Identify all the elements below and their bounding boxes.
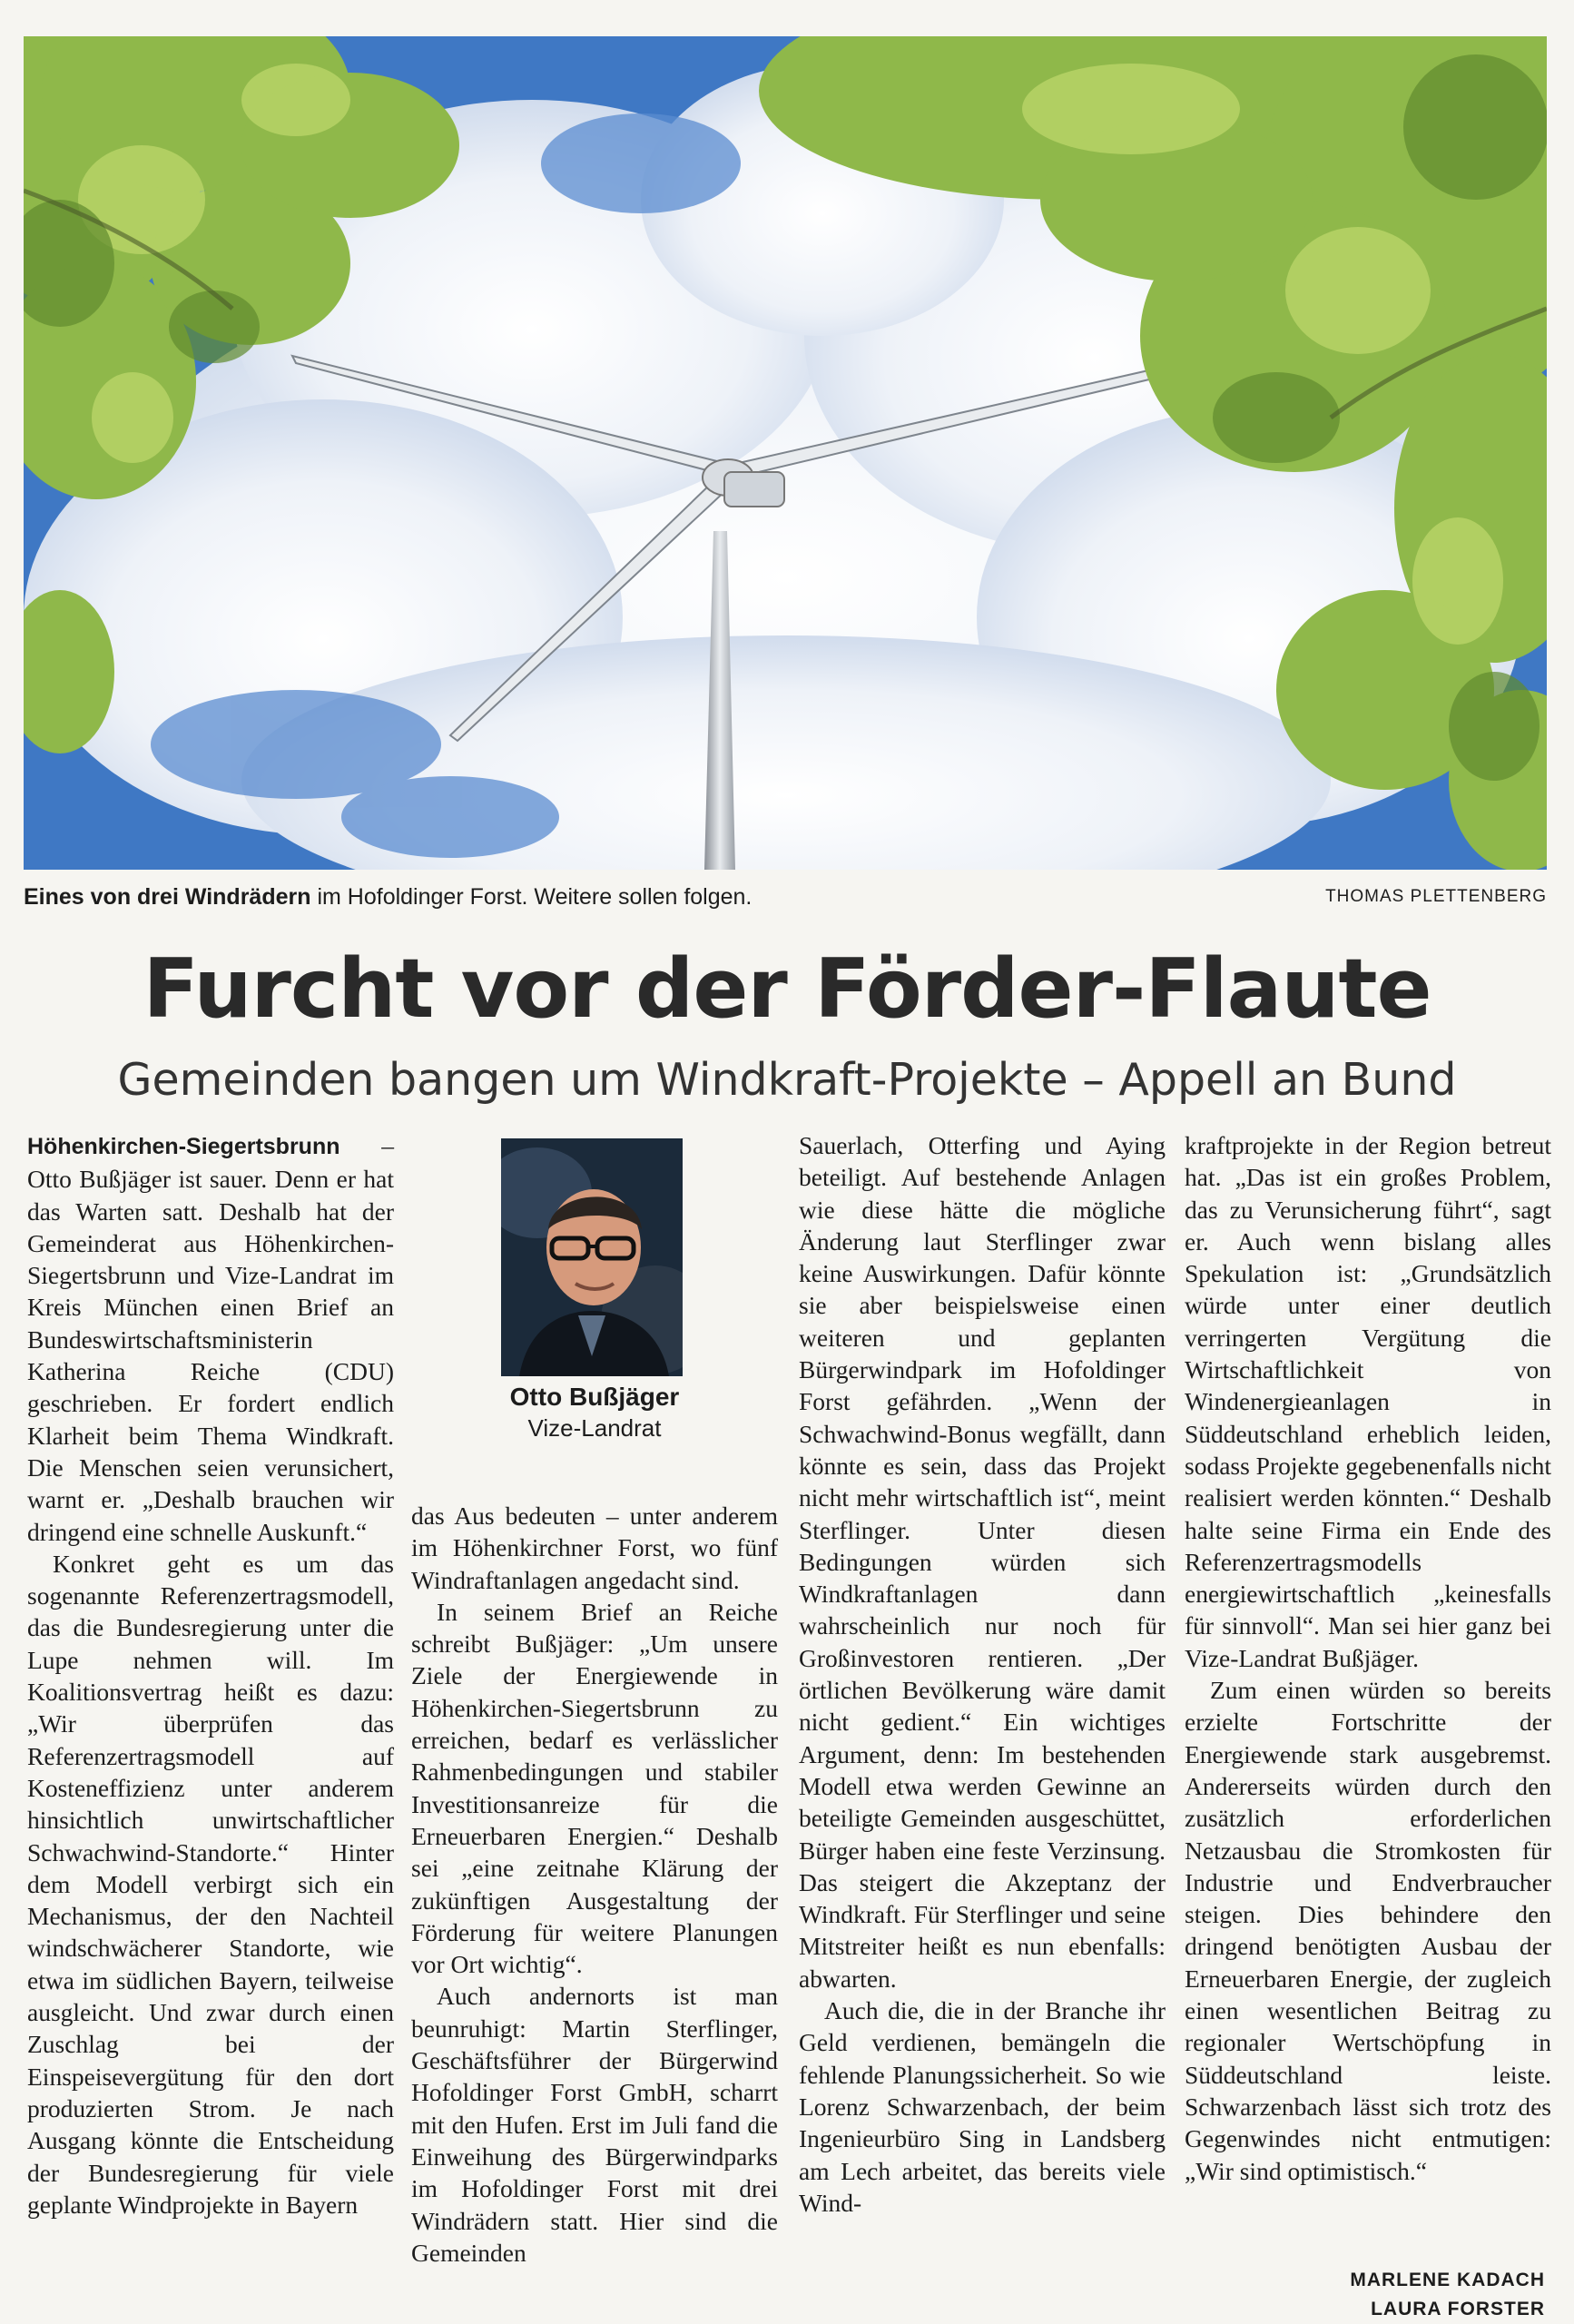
dateline-text: – Otto Bußjäger ist sauer. Denn er hat das Warten satt. Deshalb hat der Gemeinderat aus Höhenkirchen-Siegertsbrunn und Vize-Landrat im Kreis München einen Brief an Bundeswirtschaftsministerin Katherina Reiche (CDU) geschrieben. Er fordert endlich Klarheit beim Thema Windkraft. Die Menschen seien verunsichert, warnt er. „Deshalb brauchen wir dringend eine schnelle Auskunft.“ bbox=[27, 1131, 394, 1546]
portrait-role: Vize-Landrat bbox=[527, 1414, 662, 1442]
portrait-photo bbox=[501, 1138, 683, 1376]
person-portrait-icon bbox=[501, 1138, 683, 1376]
caption-text: im Hofoldinger Forst. Weitere sollen folgen. bbox=[310, 884, 753, 910]
dateline-place: Höhenkirchen-Siegertsbrunn bbox=[27, 1134, 340, 1159]
photo-credit: THOMAS PLETTENBERG bbox=[1325, 887, 1547, 906]
subheadline: Gemeinden bangen um Windkraft-Projekte – Appell an Bund bbox=[117, 1054, 1457, 1106]
article-paragraph: Zum einen würden so bereits erzielte Fortschritte der Energiewende stark ausgebremst. Andererseits würden durch den zusätzlich erforderlichen Netzausbau die Stromkosten für Industrie und Endverbraucher steigen. Dies behindere den dringend benötigten Ausbau der Erneuerbaren Energie, der zugleich einen wesentlichen Beitrag zu regionaler Wertschöpfung in Süddeutschland leiste. Schwarzenbach lässt sich trotz des Gegenwindes nicht entmutigen: „Wir sind optimistisch.“ bbox=[1185, 1676, 1551, 2185]
author-name: LAURA FORSTER bbox=[1371, 2299, 1545, 2319]
author-name: MARLENE KADACH bbox=[1350, 2270, 1545, 2290]
caption-lead: Eines von drei Windrädern bbox=[24, 884, 311, 910]
hero-photo bbox=[24, 36, 1547, 870]
article-paragraph: In seinem Brief an Reiche schreibt Bußjäger: „Um unsere Ziele der Energiewende in Höhenkirchen-Siegertsbrunn zu erreichen, bedarf es verlässlicher Rahmenbedingungen und stabiler Investitionsanreize für die Erneuerbaren Energien.“ Deshalb sei „eine zeitnahe Klärung der zukünftigen Ausgestaltung der Förderung für weitere Planungen vor Ort wichtig“. bbox=[411, 1597, 778, 1979]
headline: Furcht vor der Förder-Flaute bbox=[143, 941, 1431, 1037]
article-paragraph: kraftprojekte in der Region betreut hat. „Das ist ein großes Problem, das zu Verunsicherung führt“, sagt er. Auch wenn bislang alles Spekulation ist: „Grundsätzlich würde unter einer deutlich verringerten Vergütung die Wirtschaftlichkeit von Windenergieanlagen in Süddeutschland erheblich leiden, sodass Projekte gegebenenfalls nicht realisiert werden könnten.“ Deshalb halte seine Firma ein Ende des Referenzertragsmodells energiewirtschaftlich „keinesfalls für sinnvoll“. Man sei hier ganz bei Vize-Landrat Bußjäger. bbox=[1185, 1131, 1551, 1672]
article-paragraph: Sauerlach, Otterfing und Aying beteiligt. Auf bestehende Anlagen wie diese hätte die mögliche Änderung laut Sterflinger zwar keine Auswirkungen. Dafür könnte sie aber beispielsweise einen weiteren und geplanten Bürgerwindpark im Hofoldinger Forst gefährden. „Wenn der Schwachwind-Bonus wegfällt, dann könnte es sein, dass das Projekt nicht mehr wirtschaftlich ist“, meint Sterflinger. Unter diesen Bedingungen würden sich Windkraftanlagen dann wahrscheinlich nur noch für Großinvestoren rentieren. „Der örtlichen Bevölkerung wäre damit nicht gedient.“ Ein wichtiges Argument, denn: Im bestehenden Modell etwa werden Gewinne an beteiligte Gemeinden ausgeschüttet, Bürger haben eine feste Verzinsung. Das steigert die Akzeptanz der Windkraft. Für Sterflinger und seine Mitstreiter heißt es nun ebenfalls: abwarten. bbox=[799, 1131, 1166, 1993]
portrait-name: Otto Bußjäger bbox=[509, 1383, 680, 1411]
article-paragraph bbox=[27, 1129, 394, 1548]
wind-turbine-photo bbox=[24, 36, 1547, 870]
article-paragraph: Auch die, die in der Branche ihr Geld verdienen, bemängeln die fehlende Planungssicherheit. So wie Lorenz Schwarzenbach, der beim Ingenieurbüro Sing in Landsberg am Lech arbeitet, das bereits viele Wind- bbox=[799, 1996, 1166, 2217]
article-column-4 bbox=[1185, 1129, 1551, 2260]
photo-caption bbox=[24, 879, 1547, 915]
article-column-1 bbox=[27, 1129, 394, 2300]
article-paragraph: Auch andernorts ist man beunruhigt: Martin Sterflinger, Geschäftsführer der Bürgerwind Hofoldinger Forst GmbH, scharrt mit den Hufen. Erst im Juli fand die Einweihung des Bürgerwindparks im Hofoldinger Forst mit drei Windrädern statt. Hier sind die Gemeinden bbox=[411, 1982, 778, 2267]
article-column-2 bbox=[411, 1500, 778, 2299]
article-column-3 bbox=[799, 1129, 1166, 2300]
article-paragraph: Konkret geht es um das sogenannte Referenzertragsmodell, das die Bundesregierung unter die Lupe nehmen will. Im Koalitionsvertrag heißt es dazu: „Wir überprüfen das Referenzertragsmodell auf Kosteneffizienz unter anderem hinsichtlich unwirtschaftlicher Schwachwind-Standorte.“ Hinter dem Modell verbirgt sich ein Mechanismus, der den Nachteil windschwächerer Standorte, wie etwa im südlichen Bayern, teilweise ausgleicht. Und zwar durch einen Zuschlag bei der Einspeisevergütung für den dort produzierten Strom. Je nach Ausgang könnte die Entscheidung der Bundesregierung für viele geplante Windprojekte in Bayern bbox=[27, 1549, 394, 2219]
article-paragraph: das Aus bedeuten – unter anderem im Höhenkirchner Forst, wo fünf Windraftanlagen angedacht sind. bbox=[411, 1502, 778, 1594]
author-byline bbox=[1182, 2266, 1545, 2324]
